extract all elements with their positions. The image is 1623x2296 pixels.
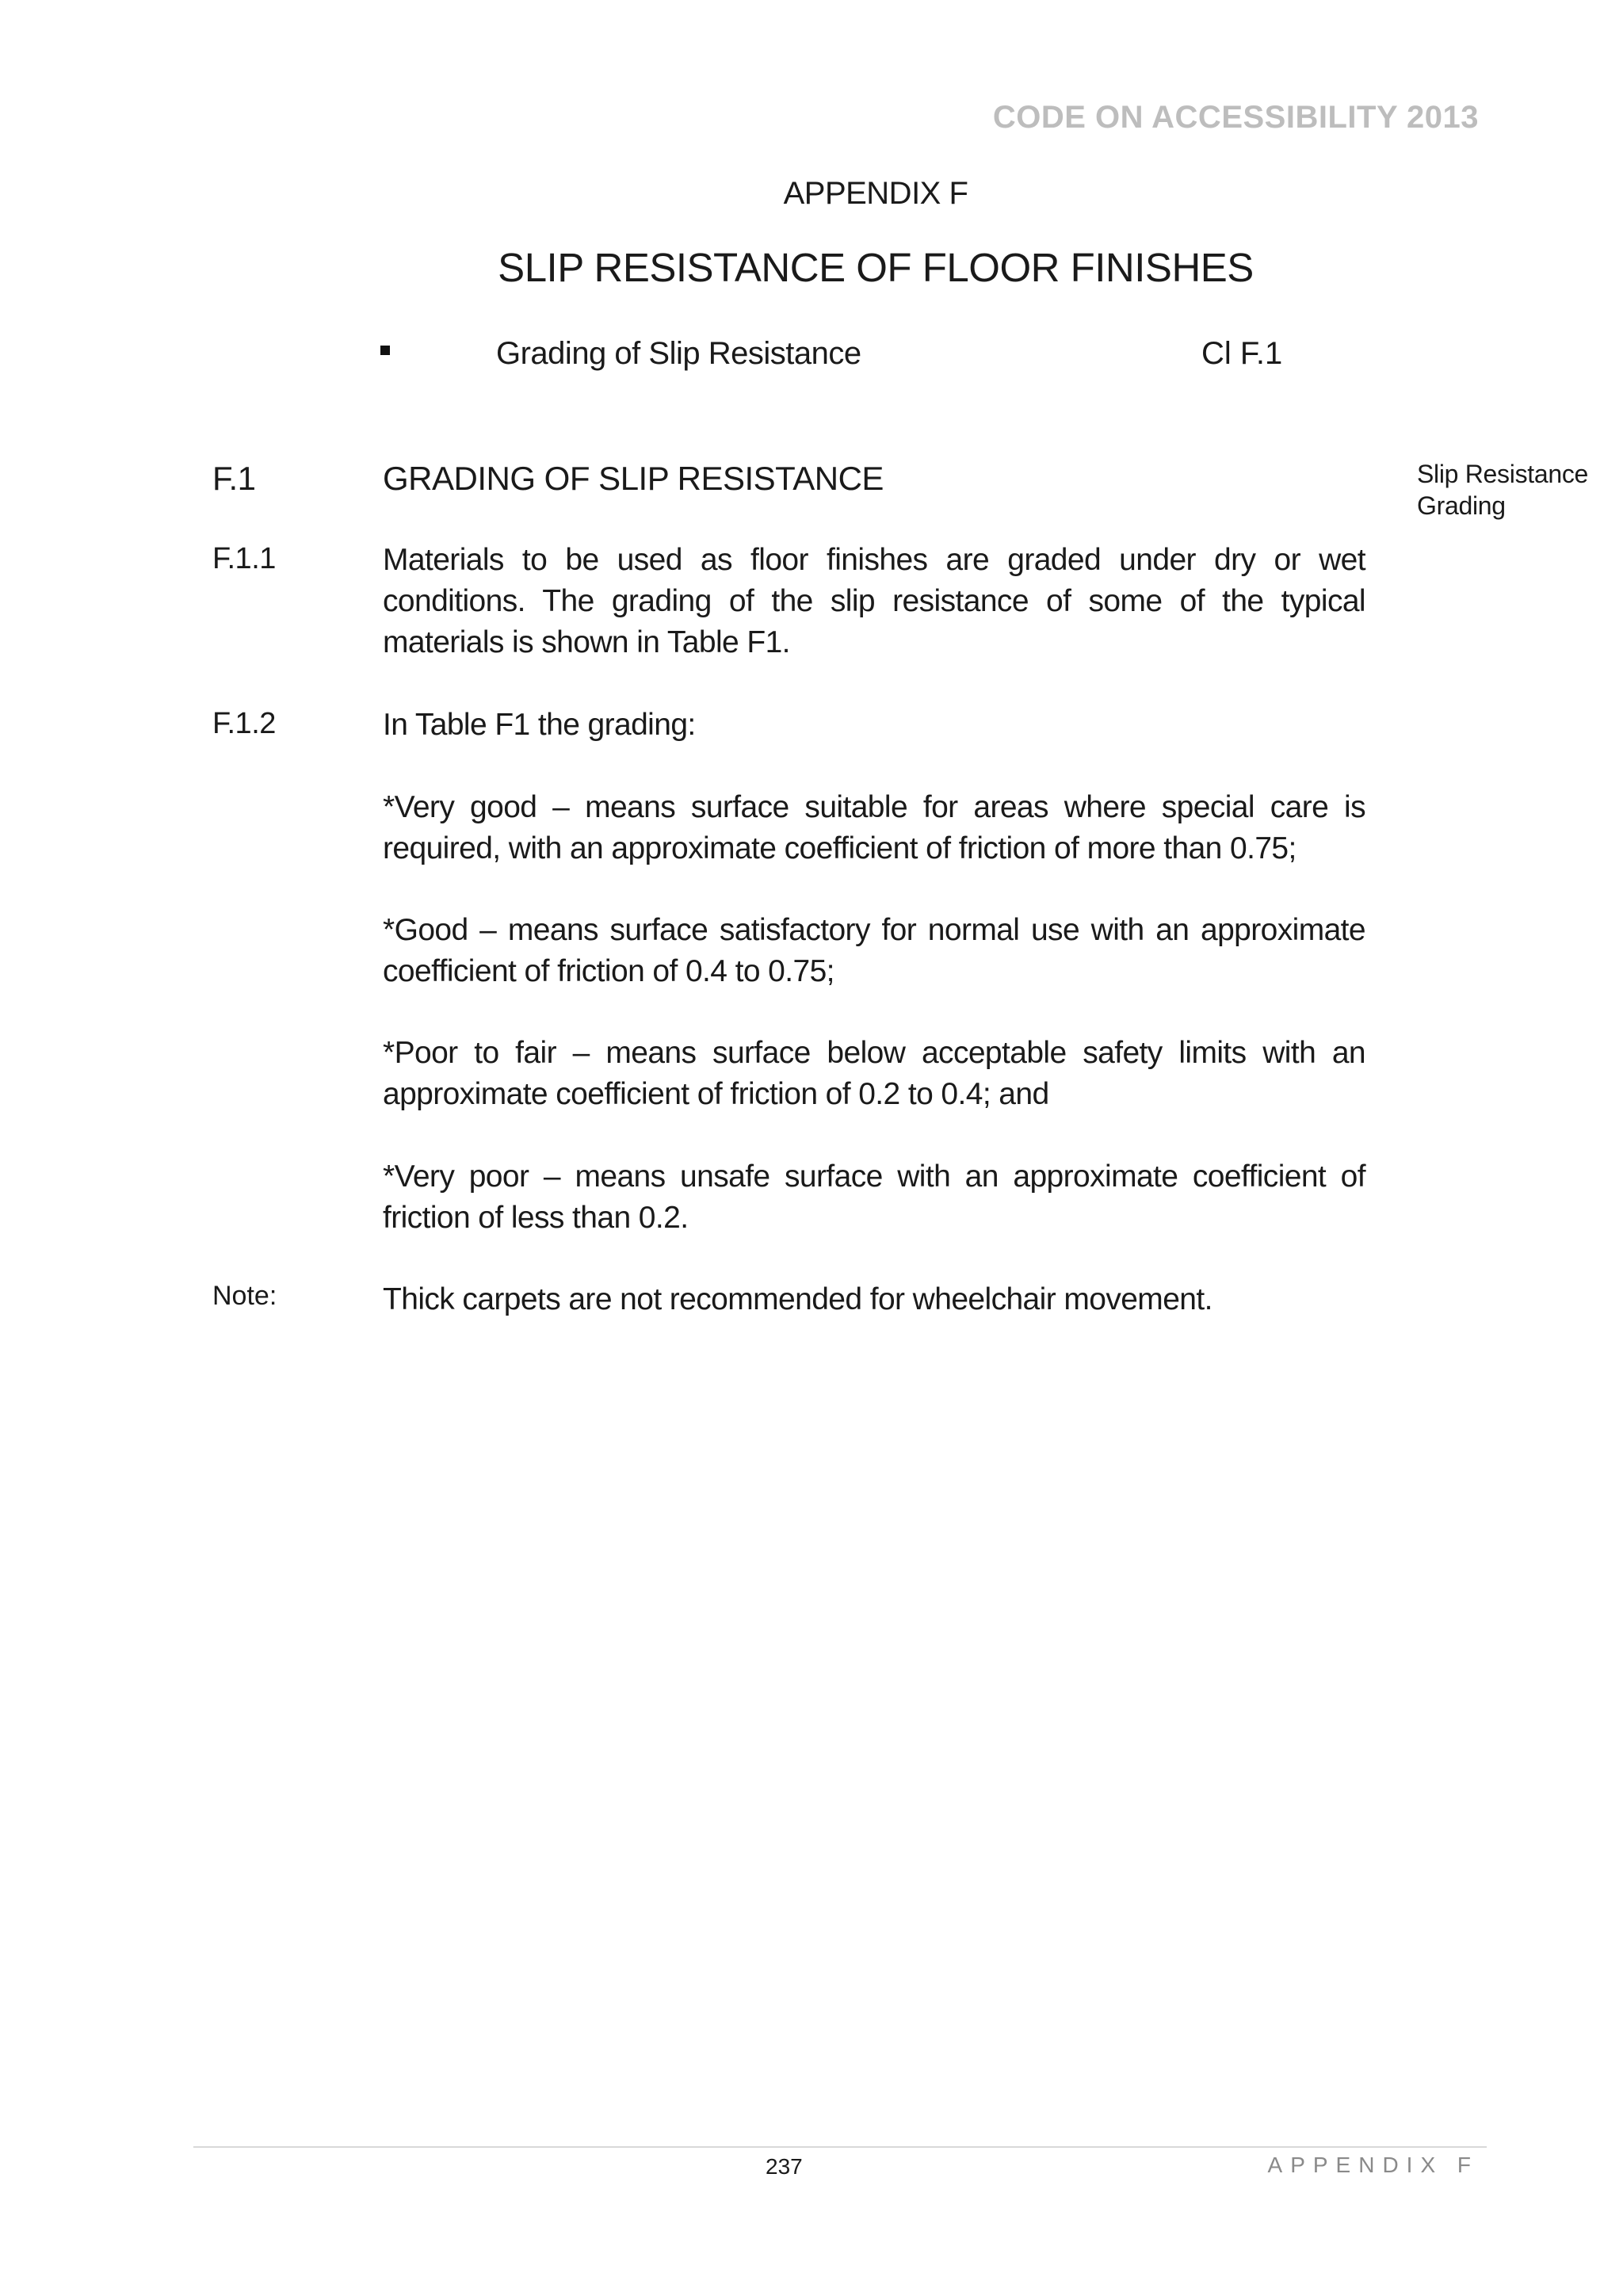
margin-note-line: Slip Resistance (1417, 460, 1589, 488)
footer-section-label: APPENDIX F (1267, 2153, 1479, 2177)
page-title: SLIP RESISTANCE OF FLOOR FINISHES (498, 245, 1254, 290)
page-number: 237 (766, 2154, 803, 2179)
grade-definition: *Good – means surface satisfactory for normal use with an approximate coefficient of friction of 0.4 to 0.75; (383, 913, 1365, 988)
section-number: F.1 (212, 460, 256, 497)
running-header: CODE ON ACCESSIBILITY 2013 (992, 100, 1479, 135)
margin-note-line: Grading (1417, 491, 1506, 520)
contents-item-label: Grading of Slip Resistance (496, 336, 861, 371)
grade-definition: *Poor to fair – means surface below acceptable safety limits with an approximate coefficient of friction of 0.2 to 0.4; and (383, 1036, 1365, 1111)
grade-definition: *Very poor – means unsafe surface with an approximate coefficient of friction of less than 0.2. (383, 1159, 1365, 1235)
grade-definition: *Very good – means surface suitable for areas where special care is required, with an approximate coefficient of friction of more than 0.75; (383, 790, 1365, 865)
square-bullet-icon (380, 346, 390, 355)
note-text: Thick carpets are not recommended for wheelchair movement. (383, 1282, 1212, 1316)
margin-note (1417, 458, 1588, 521)
clause-text: Materials to be used as floor finishes are graded under dry or wet conditions. The grading of the slip resistance of some of the typical materials is shown in Table F1. (383, 543, 1365, 659)
footer-divider (193, 2146, 1487, 2148)
contents-item-ref: Cl F.1 (1201, 336, 1283, 371)
note-label: Note: (212, 1281, 277, 1311)
clause-number: F.1.2 (212, 707, 276, 740)
section-heading: GRADING OF SLIP RESISTANCE (383, 460, 884, 497)
clause-text: In Table F1 the grading: (383, 708, 696, 742)
appendix-label: APPENDIX F (783, 176, 968, 211)
clause-number: F.1.1 (212, 542, 276, 575)
